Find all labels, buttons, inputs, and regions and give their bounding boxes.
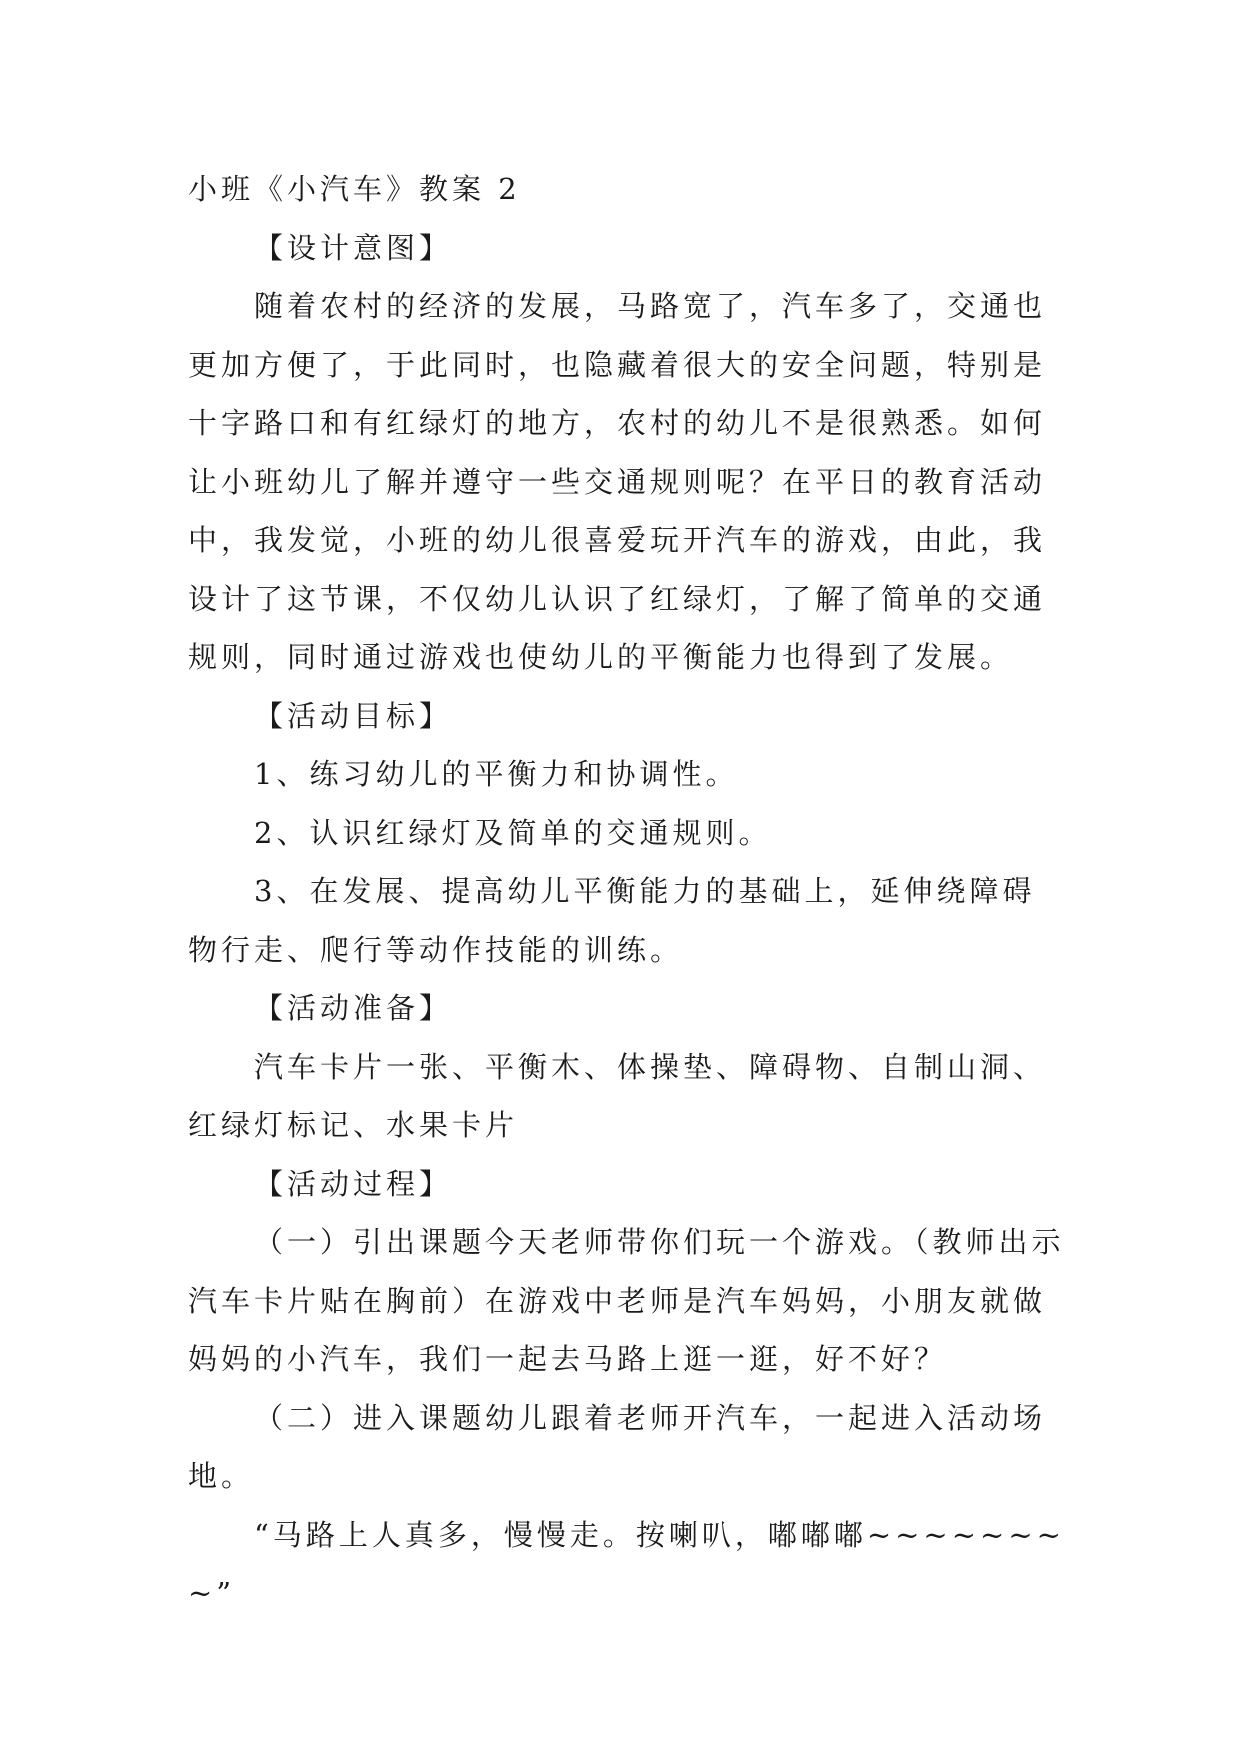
document-title: 小班《小汽车》教案 2: [188, 172, 521, 206]
section-heading-process: 【活动过程】: [254, 1166, 453, 1201]
paragraph-process-2: （二）进入课题幼儿跟着老师开汽车，一起进入活动场地。: [188, 1400, 1047, 1493]
document-body: [188, 160, 1068, 1623]
section-heading-design-intent: 【设计意图】: [254, 230, 453, 265]
section-heading-goals: 【活动目标】: [254, 698, 453, 733]
section-heading-preparation: 【活动准备】: [254, 991, 453, 1025]
paragraph-goal-2: 2、认识红绿灯及简单的交通规则。: [254, 815, 772, 850]
paragraph-process-quote: “马路上人真多，慢慢走。按喇叭，嘟嘟嘟~~~~~~~~”: [188, 1517, 1065, 1610]
paragraph-preparation: 汽车卡片一张、平衡木、体操垫、障碍物、自制山洞、红绿灯标记、水果卡片: [188, 1049, 1047, 1142]
paragraph-design-intent: 随着农村的经济的发展，马路宽了，汽车多了，交通也更加方便了，于此同时，也隐藏着很大的安全问题，特别是十字路口和有红绿灯的地方，农村的幼儿不是很熟悉。如何让小班幼儿了解并遵守一些交通规则呢？在平日的教育活动中，我发觉，小班的幼儿很喜爱玩开汽车的游戏，由此，我设计了这节课，不仅幼儿认识了红绿灯，了解了简单的交通规则，同时通过游戏也使幼儿的平衡能力也得到了发展。: [188, 289, 1047, 674]
paragraph-process-1: （一）引出课题今天老师带你们玩一个游戏。（教师出示汽车卡片贴在胸前）在游戏中老师是汽车妈妈，小朋友就做妈妈的小汽车，我们一起去马路上逛一逛，好不好？: [188, 1225, 1065, 1376]
paragraph-goal-3: 3、在发展、提高幼儿平衡能力的基础上，延伸绕障碍物行走、爬行等动作技能的训练。: [188, 874, 1036, 967]
paragraph-goal-1: 1、练习幼儿的平衡力和协调性。: [254, 757, 739, 791]
